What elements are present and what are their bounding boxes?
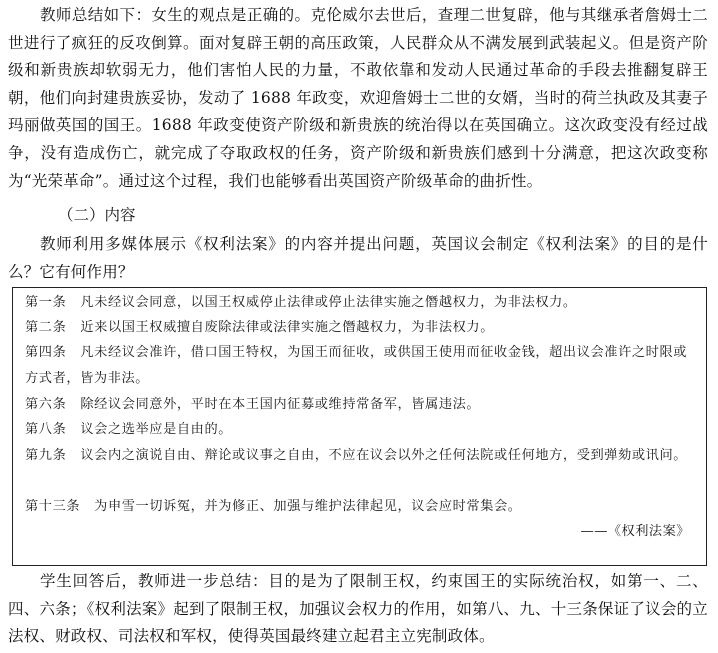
article-2: [25, 315, 695, 341]
article-13: [25, 494, 695, 520]
article-text: 近来以国王权威擅自废除法律或法律实施之僭越权力，为非法权力。: [80, 320, 494, 335]
article-text: 议会内之演说自由、辩论或议事之自由，不应在议会以外之任何法院或任何地方，受到弹劾或讯问。: [80, 448, 688, 463]
article-1: [25, 290, 695, 316]
article-text: 为申雪一切诉冤，并为修正、加强与维护法律起见，议会应时常集会。: [94, 499, 522, 514]
article-6: [25, 392, 695, 418]
article-number: 第二条: [25, 320, 67, 335]
article-number: 第八条: [25, 422, 67, 437]
article-9: [25, 443, 695, 469]
teacher-summary-paragraph: 教师总结如下：女生的观点是正确的。克伦威尔去世后，查理二世复辟，他与其继承者詹姆士二世进行了疯狂的反攻倒算。面对复辟王朝的高压政策，人民群众从不满发展到武装起义。但是资产阶级和新贵族却软弱无力，他们害怕人民的力量，不敢依靠和发动人民通过革命的手段去推翻复辟王朝，他们向封建贵族妥协，发动了 1688 年政变，欢迎詹姆士二世的女婿，当时的荷兰执政及其妻子玛丽做英国的国王。1688 年政变使资产阶级和新贵族的统治得以在英国确立。这次政变没有经过战争，没有造成伤亡，就完成了夺取政权的任务，资产阶级和新贵族们感到十分满意，把这次政变称为“光荣革命”。通过这个过程，我们也能够看出英国资产阶级革命的曲折性。: [8, 6, 708, 190]
article-number: 第六条: [25, 397, 67, 412]
section-heading: （二）内容: [58, 206, 136, 224]
article-text: 除经议会同意外，平时在本王国内征募或维持常备军，皆属违法。: [80, 397, 481, 412]
quote-source: ——《权利法案》: [580, 524, 690, 539]
article-4: [25, 340, 695, 391]
article-text: 凡未经议会准许，借口国王特权，为国王而征收，或供国王使用而征收金钱，超出议会准许之时限或方式者，皆为非法。: [25, 345, 688, 386]
article-text: 议会之选举应是自由的。: [80, 422, 233, 437]
article-text: 凡未经议会同意，以国王权威停止法律或停止法律实施之僭越权力，为非法权力。: [80, 295, 577, 310]
article-number: 第一条: [25, 295, 67, 310]
article-number: 第九条: [25, 448, 67, 463]
bill-of-rights-excerpt-box: [12, 287, 707, 566]
article-number: 第十三条: [25, 499, 81, 514]
article-8: [25, 417, 695, 443]
article-number: 第四条: [25, 345, 67, 360]
question-paragraph: 教师利用多媒体展示《权利法案》的内容并提出问题，英国议会制定《权利法案》的目的是什么？它有何作用？: [8, 235, 708, 281]
conclusion-paragraph: 学生回答后，教师进一步总结：目的是为了限制王权，约束国王的实际统治权，如第一、二、四、六条；《权利法案》起到了限制王权，加强议会权力的作用，如第八、九、十三条保证了议会的立法权、财政权、司法权和军权，使得英国最终建立起君主立宪制政体。: [8, 572, 708, 646]
